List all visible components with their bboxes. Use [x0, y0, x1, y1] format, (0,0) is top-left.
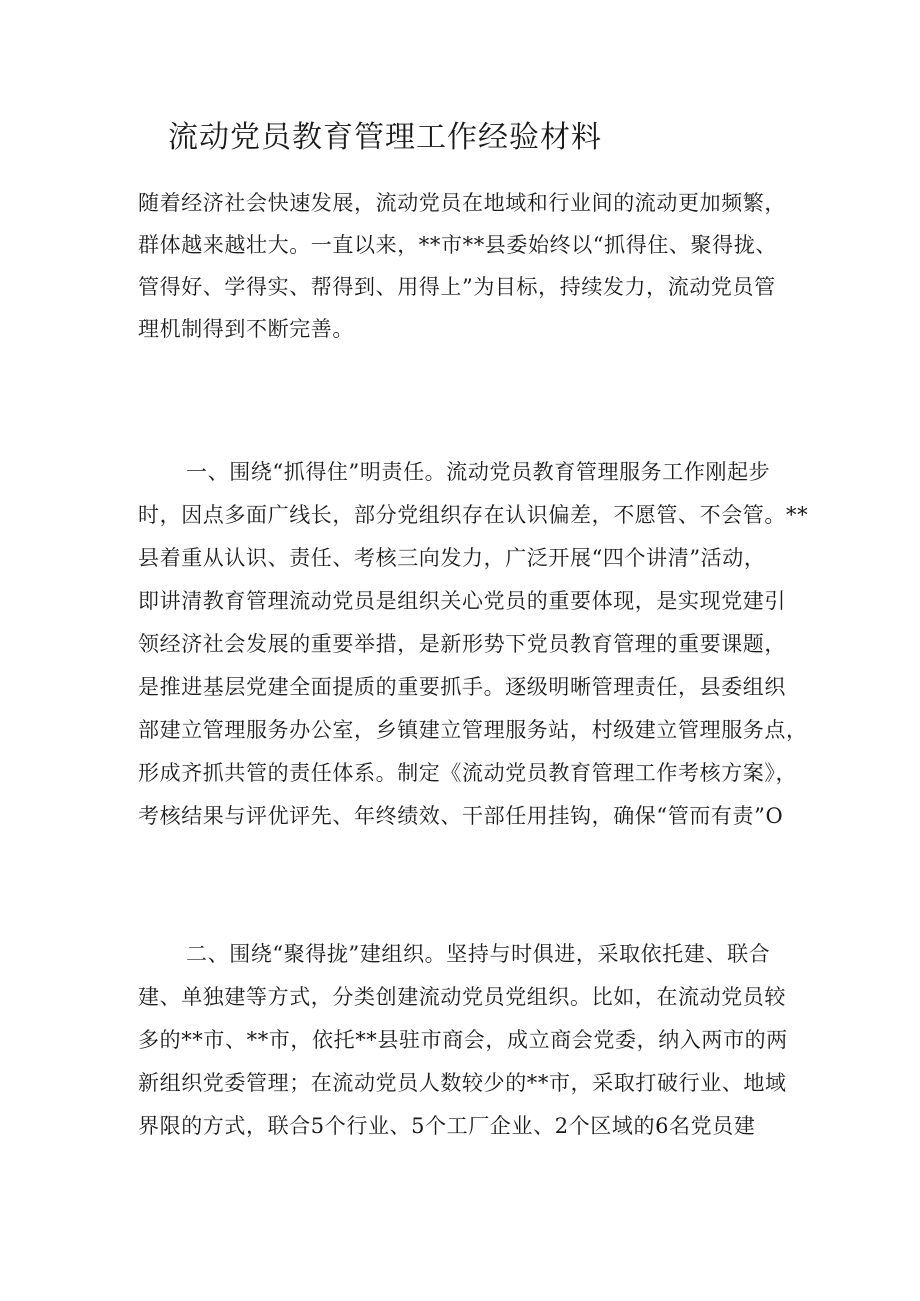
paragraph-3-line-3: 多的**市、**市，依托**县驻市商会，成立商会党委，纳入两市的两 — [138, 1028, 788, 1052]
paragraph-1-line-2: 群体越来越壮大。一直以来，**市**县委始终以“抓得住、聚得拢、 — [138, 233, 777, 257]
paragraph-2-line-4: 即讲清教育管理流动党员是组织关心党员的重要体现，是实现党建引 — [138, 589, 786, 613]
paragraph-3-line-2: 建、单独建等方式，分类创建流动党员党组织。比如，在流动党员较 — [138, 985, 786, 1009]
paragraph-3-line-5: 界限的方式，联合5个行业、5个工厂企业、2个区域的6名党员建 — [138, 1114, 756, 1138]
paragraph-3-line-1: 二、围绕“聚得拢”建组织。坚持与时俱进，采取依托建、联合 — [186, 942, 771, 966]
paragraph-2-line-3: 县着重从认识、责任、考核三向发力，广泛开展“四个讲清”活动， — [138, 546, 766, 570]
paragraph-1-line-4: 理机制得到不断完善。 — [138, 317, 354, 341]
paragraph-1-line-3: 管得好、学得实、帮得到、用得上”为目标，持续发力，流动党员管 — [138, 275, 776, 299]
paragraph-2-line-7: 部建立管理服务办公室，乡镇建立管理服务站，村级建立管理服务点， — [138, 718, 808, 742]
paragraph-3-line-4: 新组织党委管理；在流动党员人数较少的**市，采取打破行业、地域 — [138, 1071, 787, 1095]
paragraph-2-line-5: 领经济社会发展的重要举措，是新形势下党员教育管理的重要课题， — [138, 632, 786, 656]
paragraph-2-line-9: 考核结果与评优评先、年终绩效、干部任用挂钩，确保“管而有责”O — [138, 804, 784, 828]
paragraph-1-line-1: 随着经济社会快速发展，流动党员在地域和行业间的流动更加频繁， — [138, 191, 786, 215]
document-title: 流动党员教育管理工作经验材料 — [168, 120, 602, 155]
paragraph-2-line-6: 是推进基层党建全面提质的重要抓手。逐级明晰管理责任，县委组织 — [138, 675, 786, 699]
paragraph-2-line-1: 一、围绕“抓得住”明责任。流动党员教育管理服务工作刚起步 — [186, 460, 771, 484]
paragraph-2-line-8: 形成齐抓共管的责任体系。制定《流动党员教育管理工作考核方案》， — [138, 761, 798, 785]
paragraph-2-line-2: 时，因点多面广线长，部分党组织存在认识偏差，不愿管、不会管。** — [138, 503, 809, 527]
